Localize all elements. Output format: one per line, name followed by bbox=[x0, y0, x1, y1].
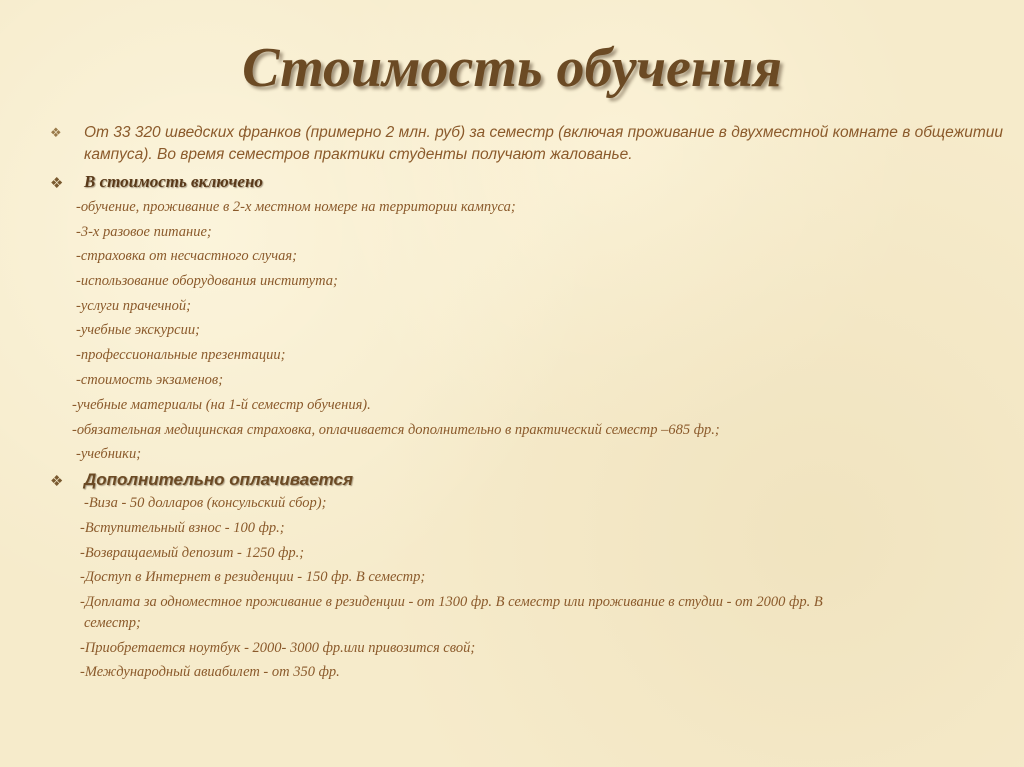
included-heading: В стоимость включено bbox=[84, 172, 263, 191]
extra-item: -Вступительный взнос - 100 фр.; bbox=[80, 520, 285, 536]
extra-item: -Возвращаемый депозит - 1250 фр.; bbox=[80, 545, 305, 561]
extra-item: -Доплата за одноместное проживание в резиденции - от 1300 фр. В семестр или проживание в студии - от 2000 фр. В bbox=[80, 594, 823, 610]
extra-item: -Виза - 50 долларов (консульский сбор); bbox=[84, 495, 327, 511]
diamond-bullet-icon: ❖ bbox=[50, 474, 64, 490]
extra-item: -Приобретается ноутбук - 2000- 3000 фр.или привозится свой; bbox=[80, 640, 476, 656]
included-item: -учебные материалы (на 1-й семестр обучения). bbox=[72, 397, 371, 413]
included-item: -профессиональные презентации; bbox=[76, 347, 286, 363]
included-item: -учебники; bbox=[76, 446, 142, 462]
included-item: -обязательная медицинская страховка, оплачивается дополнительно в практический семестр –685 фр.; bbox=[72, 422, 720, 438]
included-item: -стоимость экзаменов; bbox=[76, 372, 224, 388]
included-item: -учебные экскурсии; bbox=[76, 322, 200, 338]
extra-item: семестр; bbox=[84, 615, 141, 631]
included-item: -использование оборудования института; bbox=[76, 273, 338, 289]
included-item: -страховка от несчастного случая; bbox=[76, 248, 297, 264]
included-item: -3-х разовое питание; bbox=[76, 224, 212, 240]
diamond-bullet-icon: ❖ bbox=[50, 125, 62, 140]
extra-item: -Международный авиабилет - от 350 фр. bbox=[80, 664, 340, 680]
diamond-bullet-icon: ❖ bbox=[50, 176, 64, 192]
included-item: -обучение, проживание в 2-х местном номере на территории кампуса; bbox=[76, 199, 516, 215]
included-item: -услуги прачечной; bbox=[76, 298, 191, 314]
extra-heading: Дополнительно оплачивается bbox=[84, 470, 354, 489]
intro-paragraph: От 33 320 шведских франков (примерно 2 млн. руб) за семестр (включая проживание в двухместной комнате в общежитии кампуса). Во время семестров практики студенты получают жалованье. bbox=[84, 124, 1004, 163]
extra-item: -Доступ в Интернет в резиденции - 150 фр. В семестр; bbox=[80, 569, 426, 585]
slide-title: Стоимость обучения bbox=[242, 37, 782, 99]
